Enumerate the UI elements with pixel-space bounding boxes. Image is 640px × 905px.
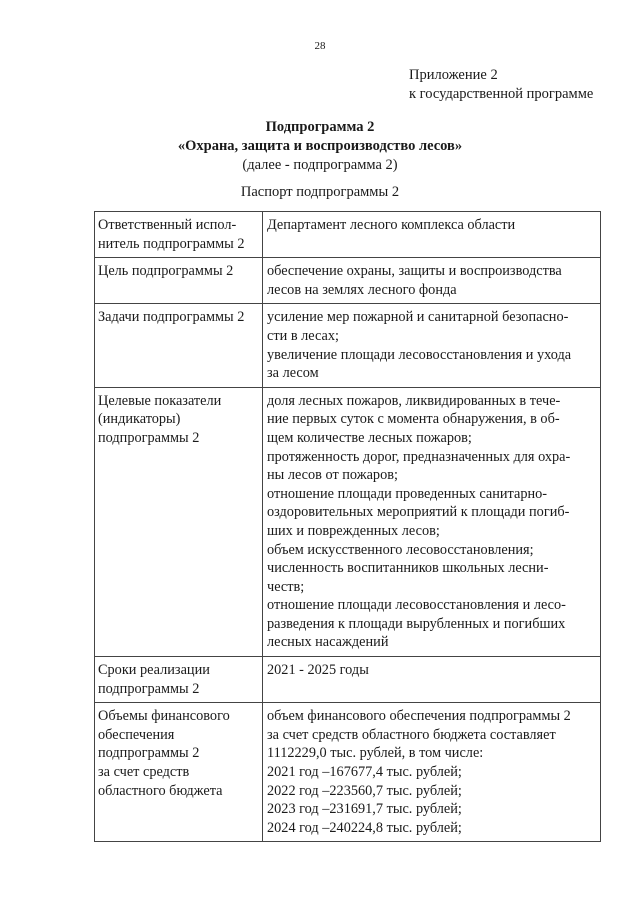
row-value-line: ние первых суток с момента обнаружения, в об- bbox=[267, 411, 560, 428]
row-value-line: за лесом bbox=[267, 365, 319, 382]
row-value-line: лесных насаждений bbox=[267, 634, 389, 651]
row-value-line: 2021 год –167677,4 тыс. рублей; bbox=[267, 764, 462, 781]
row-value-line: ны лесов от пожаров; bbox=[267, 467, 398, 484]
row-value-line: численность воспитанников школьных лесни- bbox=[267, 560, 549, 577]
row-label-line: Объемы финансового bbox=[98, 708, 230, 725]
row-value-line: усиление мер пожарной и санитарной безопасно- bbox=[267, 309, 569, 326]
row-value-cell bbox=[263, 212, 601, 258]
row-value-cell bbox=[263, 304, 601, 387]
row-value-cell bbox=[263, 387, 601, 656]
row-label-line: областного бюджета bbox=[98, 782, 223, 799]
row-value-line: сти в лесах; bbox=[267, 327, 339, 344]
table-row bbox=[95, 703, 601, 842]
row-value-line: 2024 год –240224,8 тыс. рублей; bbox=[267, 819, 462, 836]
subprogram-title: «Охрана, защита и воспроизводство лесов» bbox=[177, 138, 463, 154]
passport-title: Паспорт подпрограммы 2 bbox=[240, 184, 400, 200]
row-value-line: протяженность дорог, предназначенных для охра- bbox=[267, 448, 571, 465]
row-value-line: доля лесных пожаров, ликвидированных в тече- bbox=[267, 392, 561, 409]
row-value-line: 2021 - 2025 годы bbox=[267, 662, 369, 679]
row-value-line: увеличение площади лесовосстановления и ухода bbox=[267, 346, 572, 363]
table-row bbox=[95, 258, 601, 304]
appendix-line-2: к государственной программе bbox=[409, 86, 594, 102]
row-value-cell bbox=[263, 703, 601, 842]
row-label-cell bbox=[95, 703, 263, 842]
row-label-line: Целевые показатели bbox=[98, 392, 222, 409]
row-label-cell bbox=[95, 387, 263, 656]
row-value-cell bbox=[263, 258, 601, 304]
row-label-line: Сроки реализации bbox=[98, 662, 210, 679]
row-label-cell bbox=[95, 258, 263, 304]
row-label-line: Ответственный испол- bbox=[98, 217, 237, 233]
row-value-line: честв; bbox=[267, 578, 305, 595]
row-value-line: лесов на землях лесного фонда bbox=[267, 281, 457, 298]
row-value-line: 1112229,0 тыс. рублей, в том числе: bbox=[267, 745, 484, 762]
subprogram-heading bbox=[0, 118, 640, 175]
row-label-line: за счет средств bbox=[98, 764, 190, 781]
row-label-line: Задачи подпрограммы 2 bbox=[98, 309, 245, 326]
row-value-line: отношение площади проведенных санитарно- bbox=[267, 485, 548, 502]
subprogram-abbrev: (далее - подпрограмма 2) bbox=[242, 157, 398, 173]
row-label-cell bbox=[95, 657, 263, 703]
row-value-line: ших и поврежденных лесов; bbox=[267, 522, 440, 539]
table-row bbox=[95, 304, 601, 387]
row-value-line: обеспечение охраны, защиты и воспроизводства bbox=[267, 263, 562, 280]
row-value-line: 2022 год –223560,7 тыс. рублей; bbox=[267, 782, 462, 799]
subprogram-number: Подпрограмма 2 bbox=[265, 119, 375, 135]
row-value-line: за счет средств областного бюджета составляет bbox=[267, 726, 556, 743]
row-label-line: нитель подпрограммы 2 bbox=[98, 235, 245, 252]
row-value-line: щем количестве лесных пожаров; bbox=[267, 429, 472, 446]
page-number: 28 bbox=[314, 40, 326, 52]
table-row bbox=[95, 212, 601, 258]
row-value-line: разведения к площади вырубленных и погибших bbox=[267, 615, 566, 632]
passport-table bbox=[94, 211, 601, 842]
row-value-line: 2023 год –231691,7 тыс. рублей; bbox=[267, 801, 462, 818]
appendix-line-1: Приложение 2 bbox=[409, 67, 498, 83]
row-value-line: оздоровительных мероприятий к площади погиб- bbox=[267, 504, 570, 521]
row-label-line: подпрограммы 2 bbox=[98, 745, 200, 762]
row-label-cell bbox=[95, 212, 263, 258]
row-label-line: (индикаторы) bbox=[98, 411, 181, 428]
row-label-line: Цель подпрограммы 2 bbox=[98, 263, 234, 280]
row-label-line: подпрограммы 2 bbox=[98, 429, 200, 446]
row-value-line: Департамент лесного комплекса области bbox=[267, 217, 516, 233]
appendix-note bbox=[409, 66, 593, 104]
row-value-line: объем финансового обеспечения подпрограммы 2 bbox=[267, 708, 571, 725]
table-row bbox=[95, 387, 601, 656]
row-value-line: объем искусственного лесовосстановления; bbox=[267, 541, 534, 558]
row-label-cell bbox=[95, 304, 263, 387]
row-value-line: отношение площади лесовосстановления и лесо- bbox=[267, 597, 566, 614]
row-label-line: обеспечения bbox=[98, 726, 175, 743]
row-value-cell bbox=[263, 657, 601, 703]
row-label-line: подпрограммы 2 bbox=[98, 680, 200, 697]
table-row bbox=[95, 657, 601, 703]
